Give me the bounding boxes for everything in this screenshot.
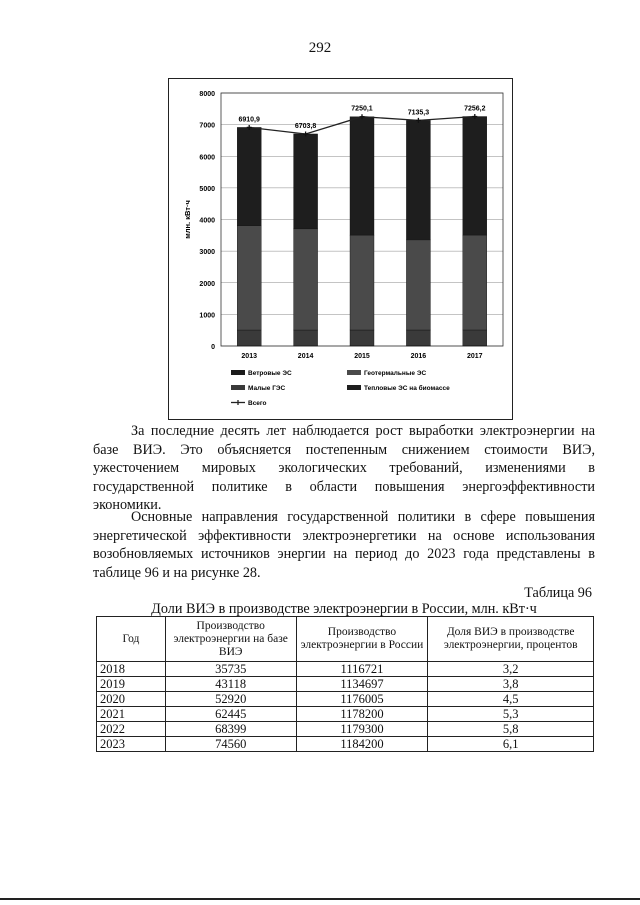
cell-share: 4,5: [428, 692, 594, 707]
chart-svg: [169, 79, 512, 419]
cell-renewable: 52920: [165, 692, 296, 707]
bar-segment: [406, 120, 430, 240]
x-tick-label: 2014: [297, 353, 314, 360]
cell-renewable: 68399: [165, 722, 296, 737]
table-row: [97, 707, 594, 722]
cell-year: 2019: [97, 677, 166, 692]
y-tick-label: 3000: [199, 249, 215, 257]
legend-swatch: [231, 385, 245, 390]
legend-swatch: [347, 370, 361, 375]
x-tick-label: 2015: [354, 353, 370, 360]
page-number: 292: [308, 40, 332, 56]
header-year: Год: [97, 617, 166, 662]
header-share: Доля ВИЭ в производстве электроэнергии, процентов: [428, 617, 594, 662]
cell-total: 1179300: [296, 722, 428, 737]
x-tick-label: 2013: [241, 353, 257, 360]
y-tick-label: 2000: [199, 280, 215, 288]
cell-renewable: 35735: [165, 662, 296, 677]
table-header-row: [97, 617, 594, 662]
bar-segment: [237, 330, 261, 346]
total-data-label: 7135,3: [407, 109, 430, 117]
bottom-rule: [0, 898, 640, 900]
cell-total: 1176005: [296, 692, 428, 707]
renewables-chart: [168, 78, 513, 420]
bar-segment: [463, 235, 487, 330]
cell-total: 1116721: [296, 662, 428, 677]
bar-segment: [406, 330, 430, 346]
bar-segment: [406, 240, 430, 330]
bar-segment: [463, 330, 487, 346]
table-row: [97, 722, 594, 737]
legend-swatch: [347, 385, 361, 390]
table-row: [97, 737, 594, 752]
cell-share: 5,3: [428, 707, 594, 722]
table-row: [97, 692, 594, 707]
header-renewable-production: Производство электроэнергии на базе ВИЭ: [165, 617, 296, 662]
y-tick-label: 0: [211, 344, 215, 351]
cell-year: 2022: [97, 722, 166, 737]
bar-segment: [294, 229, 318, 330]
cell-year: 2021: [97, 707, 166, 722]
paragraph-2: Основные направления государственной политики в сфере повышения энергетической эффективности электроэнергетики на основе использования возобновляемых источников энергии на период до 2023 года представлены в таблице 96 и на рисунке 28.: [93, 509, 595, 581]
bar-segment: [294, 330, 318, 346]
legend-label: Всего: [248, 400, 267, 407]
legend-label: Тепловые ЭС на биомассе: [364, 385, 450, 392]
total-data-label: 6703,8: [294, 122, 317, 130]
cell-share: 6,1: [428, 737, 594, 752]
cell-total: 1184200: [296, 737, 428, 752]
cell-renewable: 43118: [165, 677, 296, 692]
y-tick-label: 5000: [199, 185, 215, 193]
total-data-label: 7250,1: [351, 105, 373, 113]
table-label: Таблица 96: [524, 585, 592, 601]
cell-total: 1178200: [296, 707, 428, 722]
renewables-share-table: [96, 616, 594, 752]
cell-share: 5,8: [428, 722, 594, 737]
bar-segment: [463, 117, 487, 236]
y-axis-label: млн. кВт·ч: [183, 200, 192, 239]
cell-total: 1134697: [296, 677, 428, 692]
cell-renewable: 74560: [165, 737, 296, 752]
y-tick-label: 6000: [199, 154, 215, 162]
table-row: [97, 662, 594, 677]
header-total-production: Производство электроэнергии в России: [296, 617, 428, 662]
bar-segment: [294, 134, 318, 229]
total-data-label: 6910,9: [238, 116, 260, 124]
y-tick-label: 8000: [199, 91, 215, 98]
table-title: Доли ВИЭ в производстве электроэнергии в России, млн. кВт·ч: [151, 601, 537, 617]
bar-segment: [350, 235, 374, 330]
cell-share: 3,8: [428, 677, 594, 692]
bar-segment: [237, 226, 261, 330]
legend-label: Геотермальные ЭС: [364, 370, 427, 377]
y-tick-label: 4000: [199, 217, 215, 225]
cell-year: 2018: [97, 662, 166, 677]
bar-segment: [350, 330, 374, 346]
legend-swatch: [231, 370, 245, 375]
total-data-label: 7256,2: [464, 105, 486, 113]
cell-share: 3,2: [428, 662, 594, 677]
table-row: [97, 677, 594, 692]
x-tick-label: 2017: [467, 353, 483, 360]
y-tick-label: 7000: [199, 122, 215, 130]
y-tick-label: 1000: [199, 312, 215, 320]
cell-year: 2023: [97, 737, 166, 752]
cell-year: 2020: [97, 692, 166, 707]
bar-segment: [350, 117, 374, 235]
paragraph-1-block: [93, 422, 595, 515]
bar-segment: [237, 127, 261, 225]
legend-label: Ветровые ЭС: [248, 370, 292, 377]
paragraph-2-block: [93, 508, 595, 582]
cell-renewable: 62445: [165, 707, 296, 722]
x-tick-label: 2016: [410, 353, 427, 360]
legend-label: Малые ГЭС: [248, 385, 286, 392]
paragraph-1: За последние десять лет наблюдается рост выработки электроэнергии на базе ВИЭ. Это объясняется постепенным снижением стоимости ВИЭ, ужесточением мировых экологических требований, изменениями в государственной политике в области повышения энергоэффективности экономики.: [93, 423, 595, 514]
